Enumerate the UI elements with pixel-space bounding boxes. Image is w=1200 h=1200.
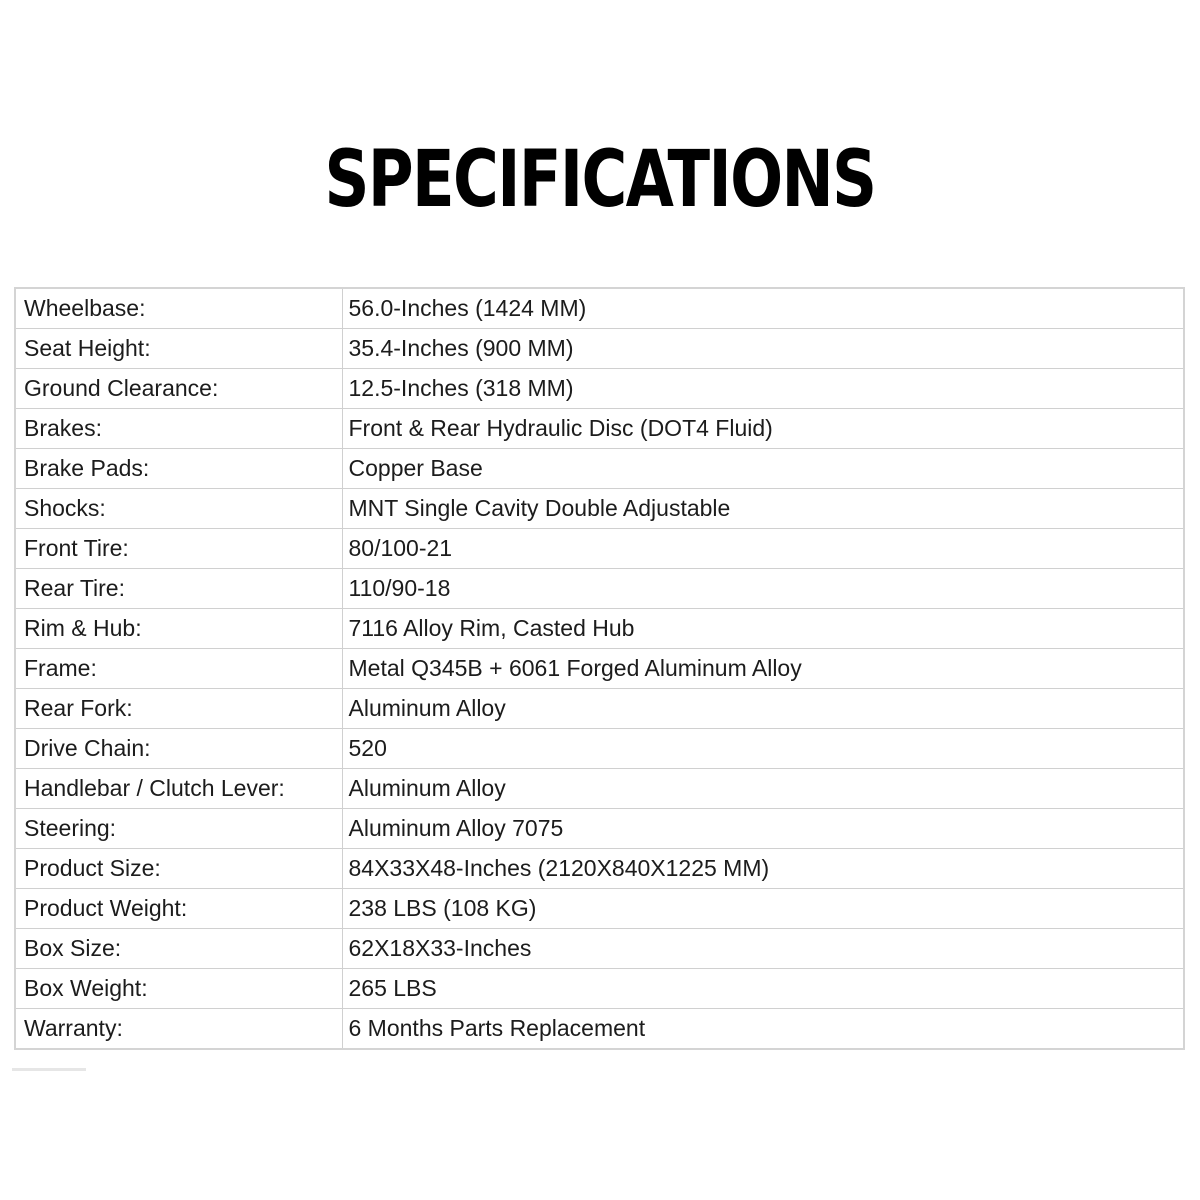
spec-row	[15, 929, 1184, 969]
specifications-table	[14, 287, 1185, 1050]
spec-label: Product Weight:	[15, 889, 342, 929]
spec-value: 12.5-Inches (318 MM)	[342, 369, 1184, 409]
spec-row	[15, 369, 1184, 409]
spec-value: 110/90-18	[342, 569, 1184, 609]
spec-label: Front Tire:	[15, 529, 342, 569]
spec-label: Handlebar / Clutch Lever:	[15, 769, 342, 809]
spec-value: Aluminum Alloy	[342, 689, 1184, 729]
spec-row	[15, 969, 1184, 1009]
spec-row	[15, 329, 1184, 369]
spec-row	[15, 489, 1184, 529]
spec-label: Rim & Hub:	[15, 609, 342, 649]
spec-label: Brake Pads:	[15, 449, 342, 489]
spec-value: Front & Rear Hydraulic Disc (DOT4 Fluid)	[342, 409, 1184, 449]
spec-label: Steering:	[15, 809, 342, 849]
spec-value: Aluminum Alloy	[342, 769, 1184, 809]
spec-label: Wheelbase:	[15, 288, 342, 329]
spec-row	[15, 1009, 1184, 1050]
spec-value: 80/100-21	[342, 529, 1184, 569]
spec-value: Metal Q345B + 6061 Forged Aluminum Alloy	[342, 649, 1184, 689]
spec-row	[15, 529, 1184, 569]
spec-label: Shocks:	[15, 489, 342, 529]
spec-value: 238 LBS (108 KG)	[342, 889, 1184, 929]
spec-label: Rear Tire:	[15, 569, 342, 609]
page-title: SPECIFICATIONS	[324, 135, 876, 225]
spec-row	[15, 409, 1184, 449]
spec-value: Copper Base	[342, 449, 1184, 489]
spec-value: 56.0-Inches (1424 MM)	[342, 288, 1184, 329]
spec-label: Box Size:	[15, 929, 342, 969]
spec-value: 7116 Alloy Rim, Casted Hub	[342, 609, 1184, 649]
spec-row	[15, 288, 1184, 329]
spec-label: Box Weight:	[15, 969, 342, 1009]
spec-value: 84X33X48-Inches (2120X840X1225 MM)	[342, 849, 1184, 889]
spec-label: Frame:	[15, 649, 342, 689]
spec-label: Brakes:	[15, 409, 342, 449]
spec-value: 520	[342, 729, 1184, 769]
spec-row	[15, 769, 1184, 809]
spec-row	[15, 689, 1184, 729]
specifications-table-body	[15, 288, 1184, 1049]
spec-row	[15, 569, 1184, 609]
spec-row	[15, 609, 1184, 649]
spec-label: Warranty:	[15, 1009, 342, 1050]
spec-label: Rear Fork:	[15, 689, 342, 729]
spec-row	[15, 889, 1184, 929]
spec-value: 35.4-Inches (900 MM)	[342, 329, 1184, 369]
footer-divider	[12, 1068, 86, 1071]
spec-row	[15, 449, 1184, 489]
spec-row	[15, 849, 1184, 889]
spec-label: Product Size:	[15, 849, 342, 889]
spec-value: 6 Months Parts Replacement	[342, 1009, 1184, 1050]
spec-value: MNT Single Cavity Double Adjustable	[342, 489, 1184, 529]
spec-label: Drive Chain:	[15, 729, 342, 769]
spec-row	[15, 729, 1184, 769]
spec-row	[15, 649, 1184, 689]
spec-value: Aluminum Alloy 7075	[342, 809, 1184, 849]
spec-value: 62X18X33-Inches	[342, 929, 1184, 969]
spec-value: 265 LBS	[342, 969, 1184, 1009]
spec-label: Seat Height:	[15, 329, 342, 369]
spec-row	[15, 809, 1184, 849]
spec-label: Ground Clearance:	[15, 369, 342, 409]
